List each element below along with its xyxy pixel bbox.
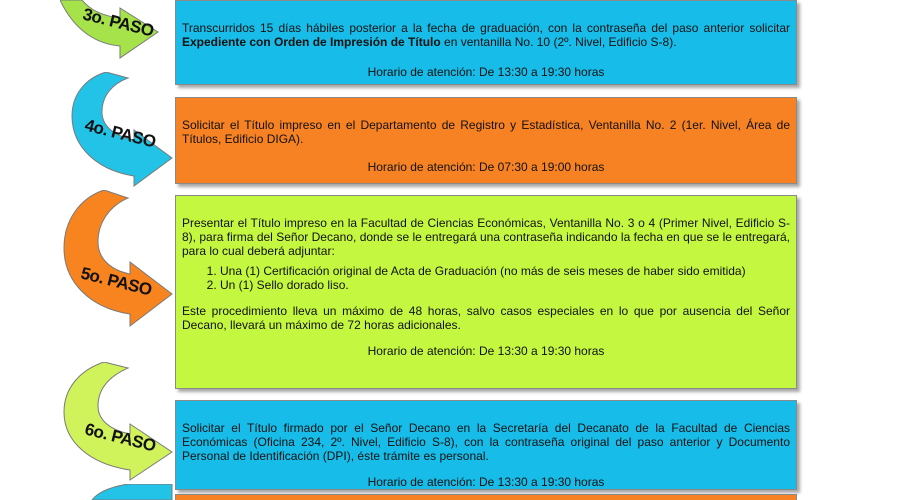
step-6-box (175, 400, 797, 490)
step-5-list-item-2: 2. Un (1) Sello dorado liso. (220, 278, 790, 292)
step-4-hours: Horario de atención: De 07:30 a 19:00 horas (367, 160, 605, 174)
step-3-text (182, 21, 790, 49)
step-6-label: 6o. PASO (82, 419, 158, 456)
step-7-arrow-shape (92, 484, 172, 500)
step-5-box (175, 195, 797, 389)
step-3-text-bold: Expediente con Orden de Impresión de Título (182, 35, 441, 49)
step-7-box-partial (175, 494, 797, 500)
step-3-hours: Horario de atención: De 13:30 a 19:30 horas (367, 65, 605, 79)
step-6-hours: Horario de atención: De 13:30 a 19:30 horas (367, 475, 605, 489)
step-3-text-part1: Transcurridos 15 días hábiles posterior a la fecha de graduación, con la contraseña del paso anterior solicitar (182, 21, 790, 35)
step-4-label: 4o. PASO (82, 115, 158, 152)
step-6-arrow-shape (64, 362, 172, 480)
step-3-box (175, 0, 797, 85)
step-3-text-part2: en ventanilla No. 10 (2º. Nivel, Edificio S-8). (440, 35, 677, 49)
step-5-arrow (60, 190, 175, 330)
step-3-label: 3o. PASO (80, 4, 156, 41)
step-5-hours: Horario de atención: De 13:30 a 19:30 horas (367, 344, 605, 358)
step-5-list-item-1: 1. Una (1) Certificación original de Acta de Graduación (no más de seis meses de haber sido emitida) (220, 264, 790, 278)
step-5-note: Este procedimiento lleva un máximo de 48 horas, salvo casos especiales en lo que por ausencia del Señor Decano, llevará un máximo de 72 horas adicionales. (182, 304, 790, 332)
step-6-text: Solicitar el Título firmado por el Señor Decano en la Secretaría del Decanato de la Facultad de Ciencias Económicas (Oficina 234, 2º. Nivel, Edificio S-8), con la contraseña original del paso anterior y Documento Personal de Identificación (DPI), éste trámite es personal. (182, 421, 790, 463)
step-5-list (182, 264, 790, 292)
step-4-box (175, 97, 797, 184)
step-6-arrow (60, 362, 175, 482)
step-5-label: 5o. PASO (78, 263, 154, 300)
step-4-text: Solicitar el Título impreso en el Departamento de Registro y Estadística, Ventanilla No. 2 (1er. Nivel, Área de Títulos, Edificio DIGA). (182, 118, 790, 146)
step-5-arrow-shape (64, 190, 172, 326)
step-7-arrow-partial (62, 484, 177, 500)
step-5-text: Presentar el Título impreso en la Facultad de Ciencias Económicas, Ventanilla No. 3 o 4 (Primer Nivel, Edificio S-8), para firma del Señor Decano, donde se le entregará una contraseña indicando la fecha en que se le entregará, para lo cual deberá adjuntar: (182, 216, 790, 258)
